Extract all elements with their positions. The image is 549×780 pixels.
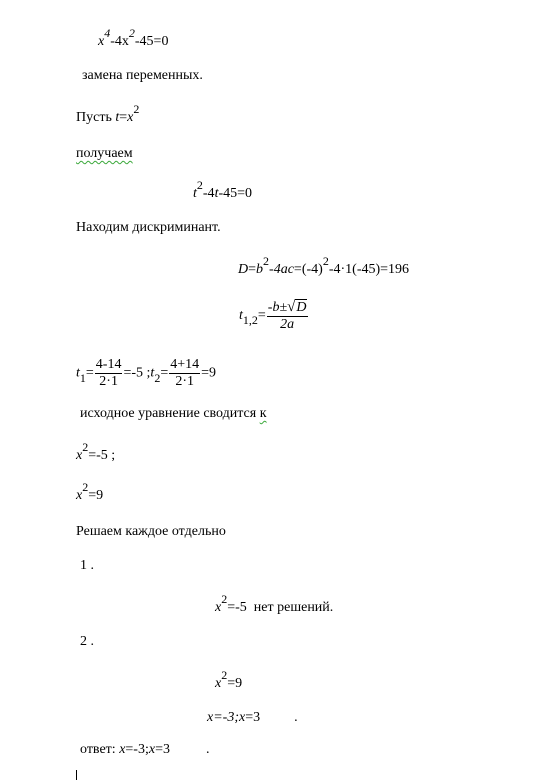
item-number-1: 1 . xyxy=(80,558,94,573)
equation-discriminant: $D=b^2-4ac=(-4)^2-4\cdot 1(-45)=196$ xyxy=(238,254,410,277)
text-answer: ответ: x=-3;x=3 . xyxy=(80,742,210,757)
equation-case1: $x^2=-5$ нет решений. xyxy=(215,592,334,615)
text-reduces-to: исходное уравнение сводится к xyxy=(80,406,267,421)
fraction-t1: $\frac{4-14}{2\cdot 1}$ xyxy=(95,357,122,389)
fraction-roots: $\frac{-b\pm√D}{2a}$ xyxy=(267,299,307,332)
equation-roots-formula: $t_{1,2}=$ $\frac{-b\pm√D}{2a}$ xyxy=(239,299,307,332)
equation-case2-solution: x=-3;x=3 . xyxy=(207,710,298,725)
text-let-t: Пусть $t=x^2$ xyxy=(76,102,140,125)
equation-original: $x^4-4x^2-45=0$ xyxy=(98,26,169,49)
fraction-t2: $\frac{4+14}{2\cdot 1}$ xyxy=(170,357,200,389)
text-find-discriminant: Находим дискриминант. xyxy=(76,220,221,235)
equation-case2: $x^2=9$ xyxy=(215,668,243,691)
equation-x2-minus5: $x^2=-5$ ; xyxy=(76,440,116,463)
equation-quadratic-t: $t^2-4t-45=0$ xyxy=(193,178,253,201)
text-substitution: замена переменных. xyxy=(82,68,203,83)
text-cursor xyxy=(76,770,77,780)
text-obtain: получаем xyxy=(76,146,133,161)
equation-roots-values: $t_1=$ $\frac{4-14}{2\cdot 1}$ =-5 $;t_2=$ $\frac{4+14}{2\cdot 1}$ =9 xyxy=(76,357,217,389)
sqrt-symbol: √ xyxy=(287,299,296,315)
item-number-2: 2 . xyxy=(80,634,94,649)
text-solve-each: Решаем каждое отдельно xyxy=(76,524,226,539)
equation-x2-9: $x^2=9$ xyxy=(76,480,104,503)
